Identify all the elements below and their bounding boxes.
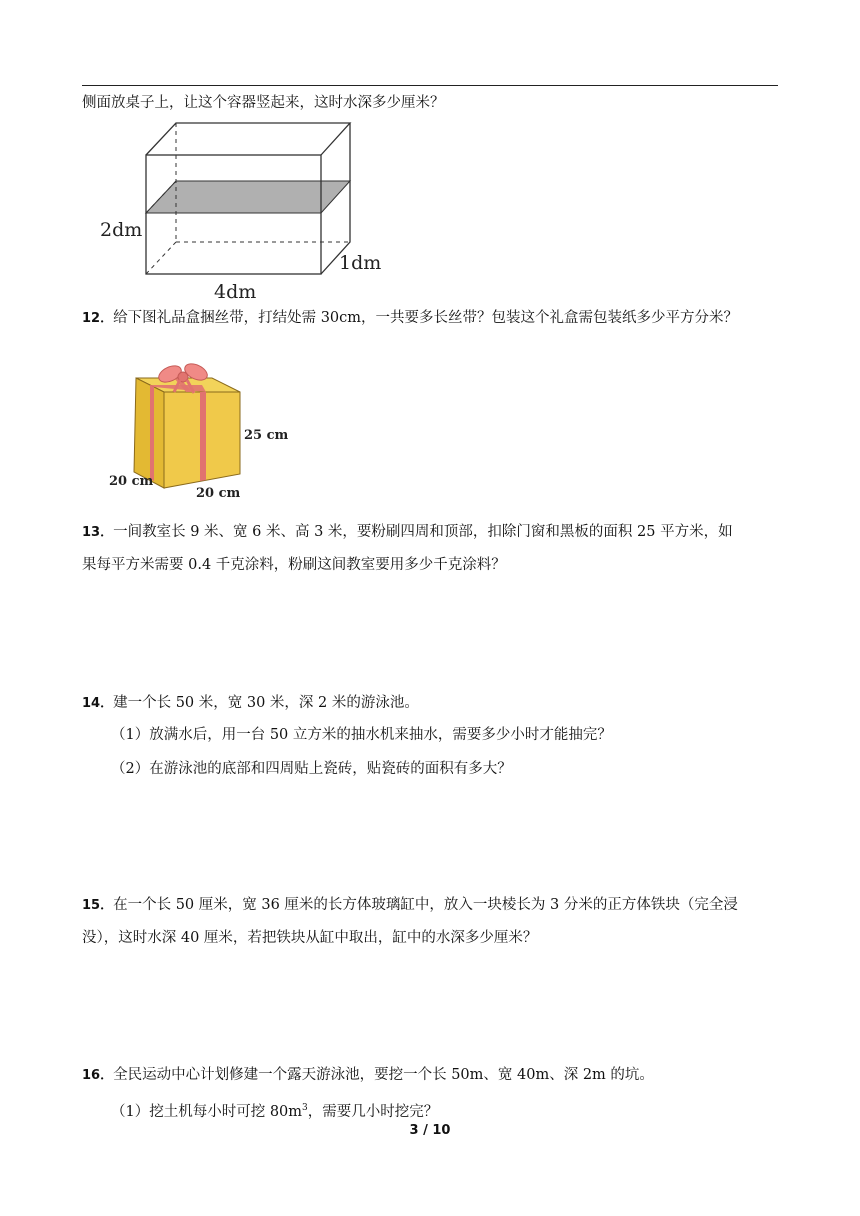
question-14-sub-1: （1）放满水后，用一台 50 立方米的抽水机来抽水，需要多少小时才能抽完？ — [111, 727, 612, 743]
question-15-line-2: 没），这时水深 40 厘米，若把铁块从缸中取出，缸中的水深多少厘米？ — [82, 930, 538, 946]
box-left-face — [134, 378, 164, 488]
page-number: 3 / 10 — [409, 1123, 451, 1138]
front-face — [146, 155, 321, 274]
ribbon — [150, 385, 154, 481]
question-13-line-1 — [82, 522, 733, 543]
height-label: 25 cm — [244, 428, 289, 443]
question-text: 建一个长 50 米，宽 30 米，深 2 米的游泳池。 — [113, 695, 419, 711]
question-text: 全民运动中心计划修建一个露天游泳池，要挖一个长 50m、宽 40m、深 2m 的坑。 — [113, 1067, 654, 1083]
gift-box-figure — [104, 360, 304, 500]
front-width-label: 20 cm — [196, 486, 241, 500]
question-text: 一间教室长 9 米、宽 6 米、高 3 米，要粉刷四周和顶部，扣除门窗和黑板的面积 25 平方米，如 — [113, 524, 733, 540]
question-16-sub-1 — [111, 1098, 438, 1122]
left-width-label: 20 cm — [109, 474, 154, 489]
height-label: 2dm — [100, 219, 143, 241]
question-14 — [82, 693, 419, 714]
question-13-line-2: 果每平方米需要 0.4 千克涂料，粉刷这间教室要用多少千克涂料？ — [82, 557, 506, 573]
question-number: 16． — [82, 1068, 114, 1083]
question-number: 15． — [82, 898, 114, 913]
depth-label: 1dm — [339, 252, 382, 274]
question-number: 14． — [82, 696, 114, 711]
question-number: 13． — [82, 525, 114, 540]
length-label: 4dm — [214, 281, 257, 303]
question-14-sub-2: （2）在游泳池的底部和四周贴上瓷砖，贴瓷砖的面积有多大？ — [111, 761, 512, 777]
question-text: 在一个长 50 厘米，宽 36 厘米的长方体玻璃缸中，放入一块棱长为 3 分米的正方体铁块（完全浸 — [113, 897, 738, 913]
question-text: 给下图礼品盒捆丝带，打结处需 30cm，一共要多长丝带？包装这个礼盒需包装纸多少平方分米？ — [113, 310, 739, 326]
top-face — [146, 123, 350, 155]
cuboid-container-figure — [96, 118, 396, 304]
superscript: 3 — [302, 1103, 308, 1113]
hidden-edge — [146, 242, 176, 274]
question-16 — [82, 1065, 654, 1086]
question-12 — [82, 308, 738, 329]
sub-question-text: ，需要几小时挖完？ — [307, 1103, 439, 1120]
question-number: 12． — [82, 311, 114, 326]
question-continuation: 侧面放桌子上，让这个容器竖起来，这时水深多少厘米？ — [82, 95, 445, 111]
question-15-line-1 — [82, 895, 738, 916]
water-surface — [146, 181, 350, 213]
sub-question-text: （1）挖土机每小时可挖 80m — [111, 1103, 303, 1120]
header-rule — [82, 85, 778, 86]
ribbon — [200, 392, 206, 481]
